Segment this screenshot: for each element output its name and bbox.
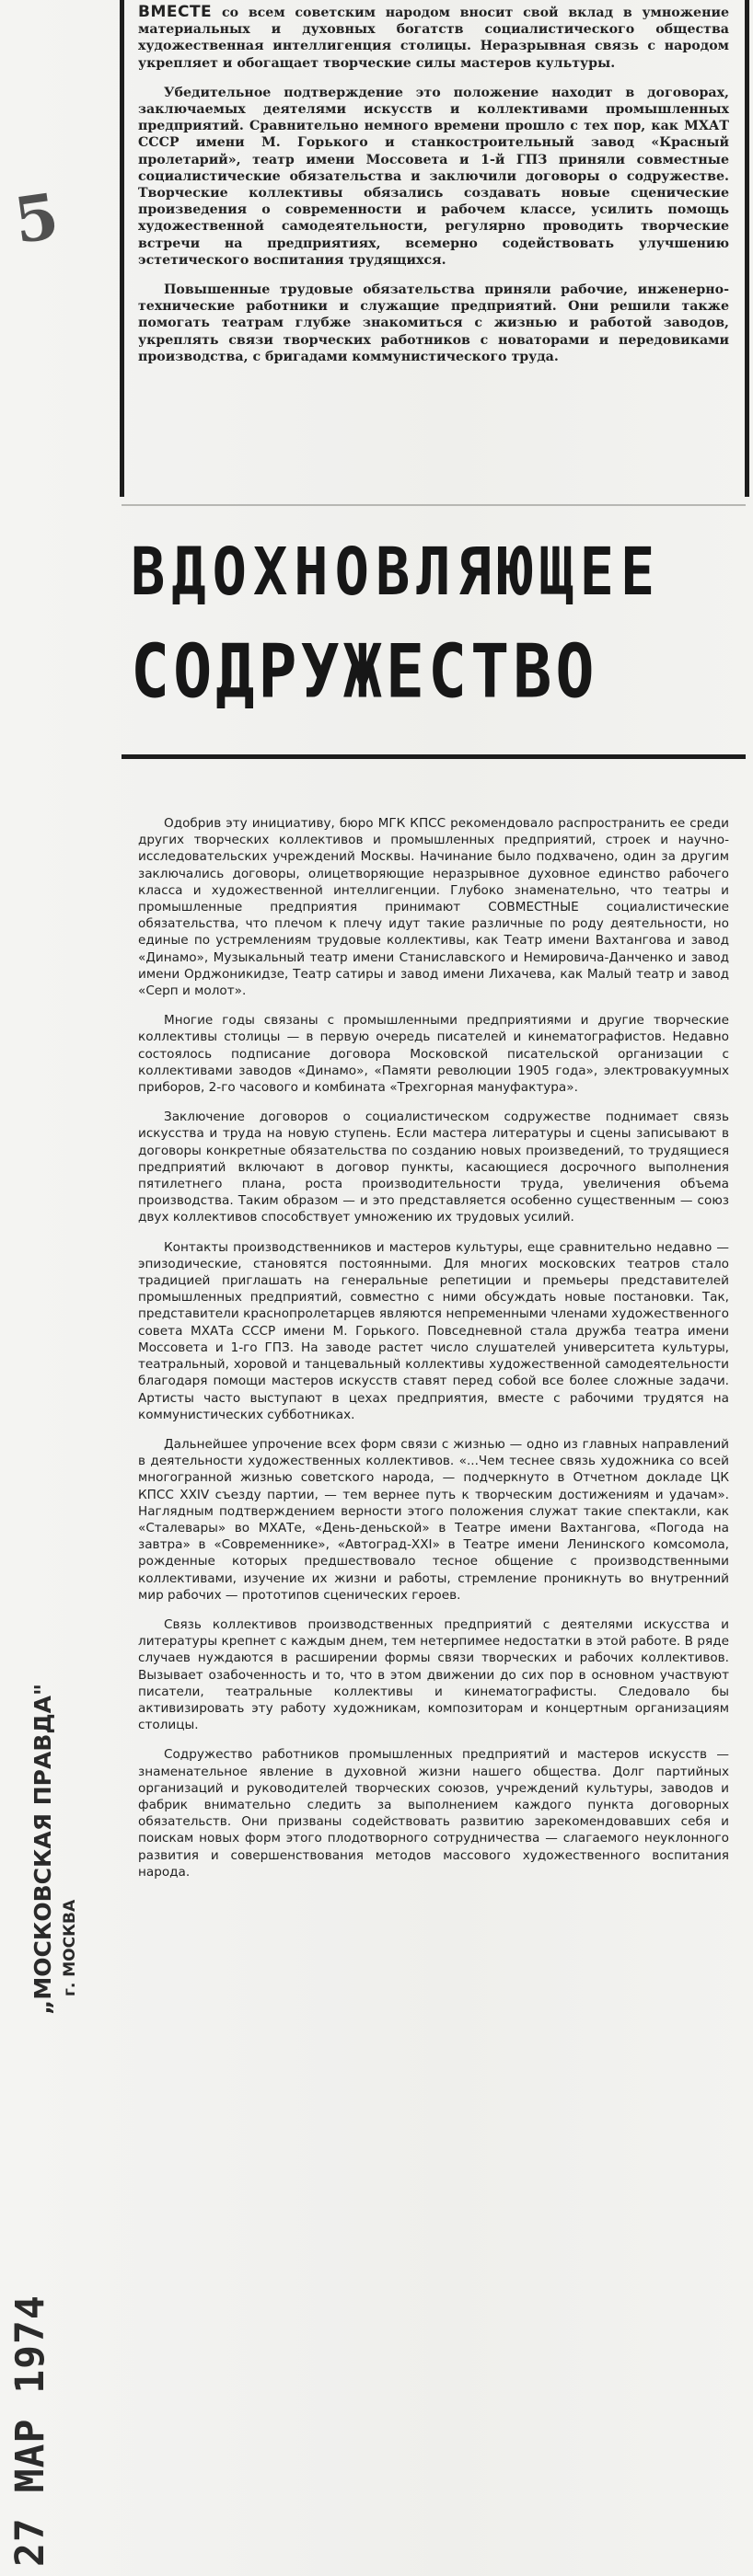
article-column xyxy=(131,0,742,2576)
body-paragraph: Многие годы связаны с промышленными предприятиями и другие творческие коллективы столицы — в первую очередь писателей и кинематографистов. Недавно состоялось подписание договора Московской писательской организации с коллективами заводов «Динамо», «Памяти революции 1905 года», электровакуумных приборов, 2-го часового и комбината «Трехгорная мануфактура». xyxy=(138,1013,729,1096)
intro-paragraph: Убедительное подтверждение это положение находит в договорах, заключаемых деятелями искусств и коллективами промышленных предприятий. Сравнительно немного времени прошло с тех пор, как МХАТ СССР имени М. Горького и станкостроительный завод «Красный пролетарий», театр имени Моссовета и 1-й ГПЗ приняли совместные социалистические обязательства и заключили договоры о содружестве. Творческие коллективы обязались создавать новые сценические произведения о современности и рабочем классе, усилить помощь художественной самодеятельности, регулярно проводить творческие встречи на предприятиях, всемерно содействовать улучшению эстетического воспитания трудящихся. xyxy=(138,85,729,268)
right-column-rule xyxy=(745,0,749,497)
headline-line: СОДРУЖЕСТВО xyxy=(131,627,598,716)
body-paragraph: Контакты производственников и мастеров культуры, еще сравнительно недавно — эпизодические, становятся постоянными. Для многих московских театров стало традицией приглашать на генеральные репетиции и премьеры представителей промышленных предприятий, совместно с ними обсуждать новые постановки. Так, представители краснопролетарцев являются непременными членами художественного совета МХАТа СССР имени М. Горького. Повседневной стала дружба театра имени Моссовета и 1-го ГПЗ. На заводе растет число слушателей университета культуры, театральный, хоровой и танцевальный коллективы художественной самодеятельности благодаря помощи мастеров искусств ставят перед собой все более сложные задачи. Артисты часто выступают в цехах предприятия, вместе с рабочими трудятся на коммунистических субботниках. xyxy=(138,1239,729,1422)
headline-line: ВДОХНОВЛЯЮЩЕЕ xyxy=(131,533,662,611)
article-body xyxy=(138,815,729,1893)
body-paragraph: Связь коллективов производственных предприятий с деятелями искусства и литературы крепнет с каждым днем, тем нетерпимее недостатки в этой работе. В ряде случаев нуждаются в расширении формы связи творческих и рабочих коллективов. Вызывает озабоченность и то, что в этом движении до сих пор в основном участвуют писатели, театральные коллективы и кинематографисты. Следовало бы активизировать эту работу художникам, композиторам и концертным организациям столицы. xyxy=(138,1616,729,1733)
headline-rule xyxy=(122,754,746,759)
body-paragraph: Одобрив эту инициативу, бюро МГК КПСС рекомендовало распространить ее среди других творческих коллективов и промышленных предприятий, строек и научно-исследовательских учреждений Москвы. Начинание было подхвачено, один за другим заключались договоры, олицетворяющие неразрывное духовное единство рабочего класса и художественной интеллигенции. Глубоко знаменательно, что театры и промышленные предприятия принимают СОВМЕСТНЫЕ социалистические обязательства, что плечом к плечу идут такие различные по роду деятельности, но единые по устремлениям трудовые коллективы, как Театр имени Вахтангова и завод «Динамо», Музыкальный театр имени Станиславского и Немировича-Данченко и завод имени Орджоникидзе, Театр сатиры и завод имени Лихачева, как Малый театр и завод «Серп и молот». xyxy=(138,816,729,999)
left-column-rule xyxy=(120,0,124,497)
body-paragraph: Заключение договоров о социалистическом содружестве поднимает связь искусства и труда на новую ступень. Если мастера литературы и сцены записывают в договоры конкретные обязательства по созданию новых произведений, то трудящиеся предприятий включают в договор пункты, касающиеся досрочного выполнения пятилетнего плана, роста производительности труда, увеличения объема производства. Таким образом — и это представляется особенно существенным — союз двух коллективов способствует умножению их трудовых усилий. xyxy=(138,1110,729,1225)
clipping-source-stamp: „МОСКОВСКАЯ ПРАВДА" г. МОСКВА xyxy=(29,1683,79,2015)
dropcap-word: ВМЕСТЕ xyxy=(138,3,213,21)
body-paragraph: Дальнейшее упрочение всех форм связи с жизнью — одно из главных направлений в деятельности художественных коллективов. «...Чем теснее связь художника со всей многогранной жизнью советского народа, — подчеркнуто в Отчетном докладе ЦК КПСС XXIV съезду партии, — тем вернее путь к творческим достижениям и удачам». Наглядным подтверждением верности этого положения служат такие спектакли, как «Сталевары» во МХАТе, «День-деньской» в Театре имени Вахтангова, «Погода на завтра» в «Современнике», «Автоград-XXI» в Театре имени Ленинского комсомола, рожденные которых предшествовало тесное общение с производственными коллективами, изучение их жизни и работы, стремление проникнуть во внутренний мир рабочих — прототипов сценических героев. xyxy=(138,1436,729,1603)
section-divider xyxy=(122,504,746,506)
article-headline xyxy=(131,532,742,716)
handwritten-page-number: 5 xyxy=(9,179,64,259)
intro-paragraph: ВМЕСТЕ со всем советским народом вносит свой вклад в умножение материальных и духовных богатств социалистического общества художественная интеллигенция столицы. Неразрывная связь с народом укрепляет и обогащает творческие силы мастеров культуры. xyxy=(138,3,729,71)
body-paragraph: Содружество работников промышленных предприятий и мастеров искусств — знаменательное явление в духовной жизни нашего общества. Долг партийных организаций и руководителей творческих союзов, учреждений культуры, заводов и фабрик внимательно следить за выполнением каждого пункта договорных обязательств. Они призваны содействовать развитию зарекомендовавших себя и поискам новых форм этого плодотворного сотрудничества — слагаемого неуклонного развития и совершенствования методов массового художественного воспитания народа. xyxy=(138,1747,729,1880)
intro-paragraph: Повышенные трудовые обязательства приняли рабочие, инженерно-технические работники и служащие предприятий. Они решили также помогать театрам глубже знакомиться с жизнью и работой заводов, укреплять связи творческих работников с новаторами и передовиками производства, с бригадами коммунистического труда. xyxy=(138,282,729,364)
intro-block xyxy=(138,4,729,378)
